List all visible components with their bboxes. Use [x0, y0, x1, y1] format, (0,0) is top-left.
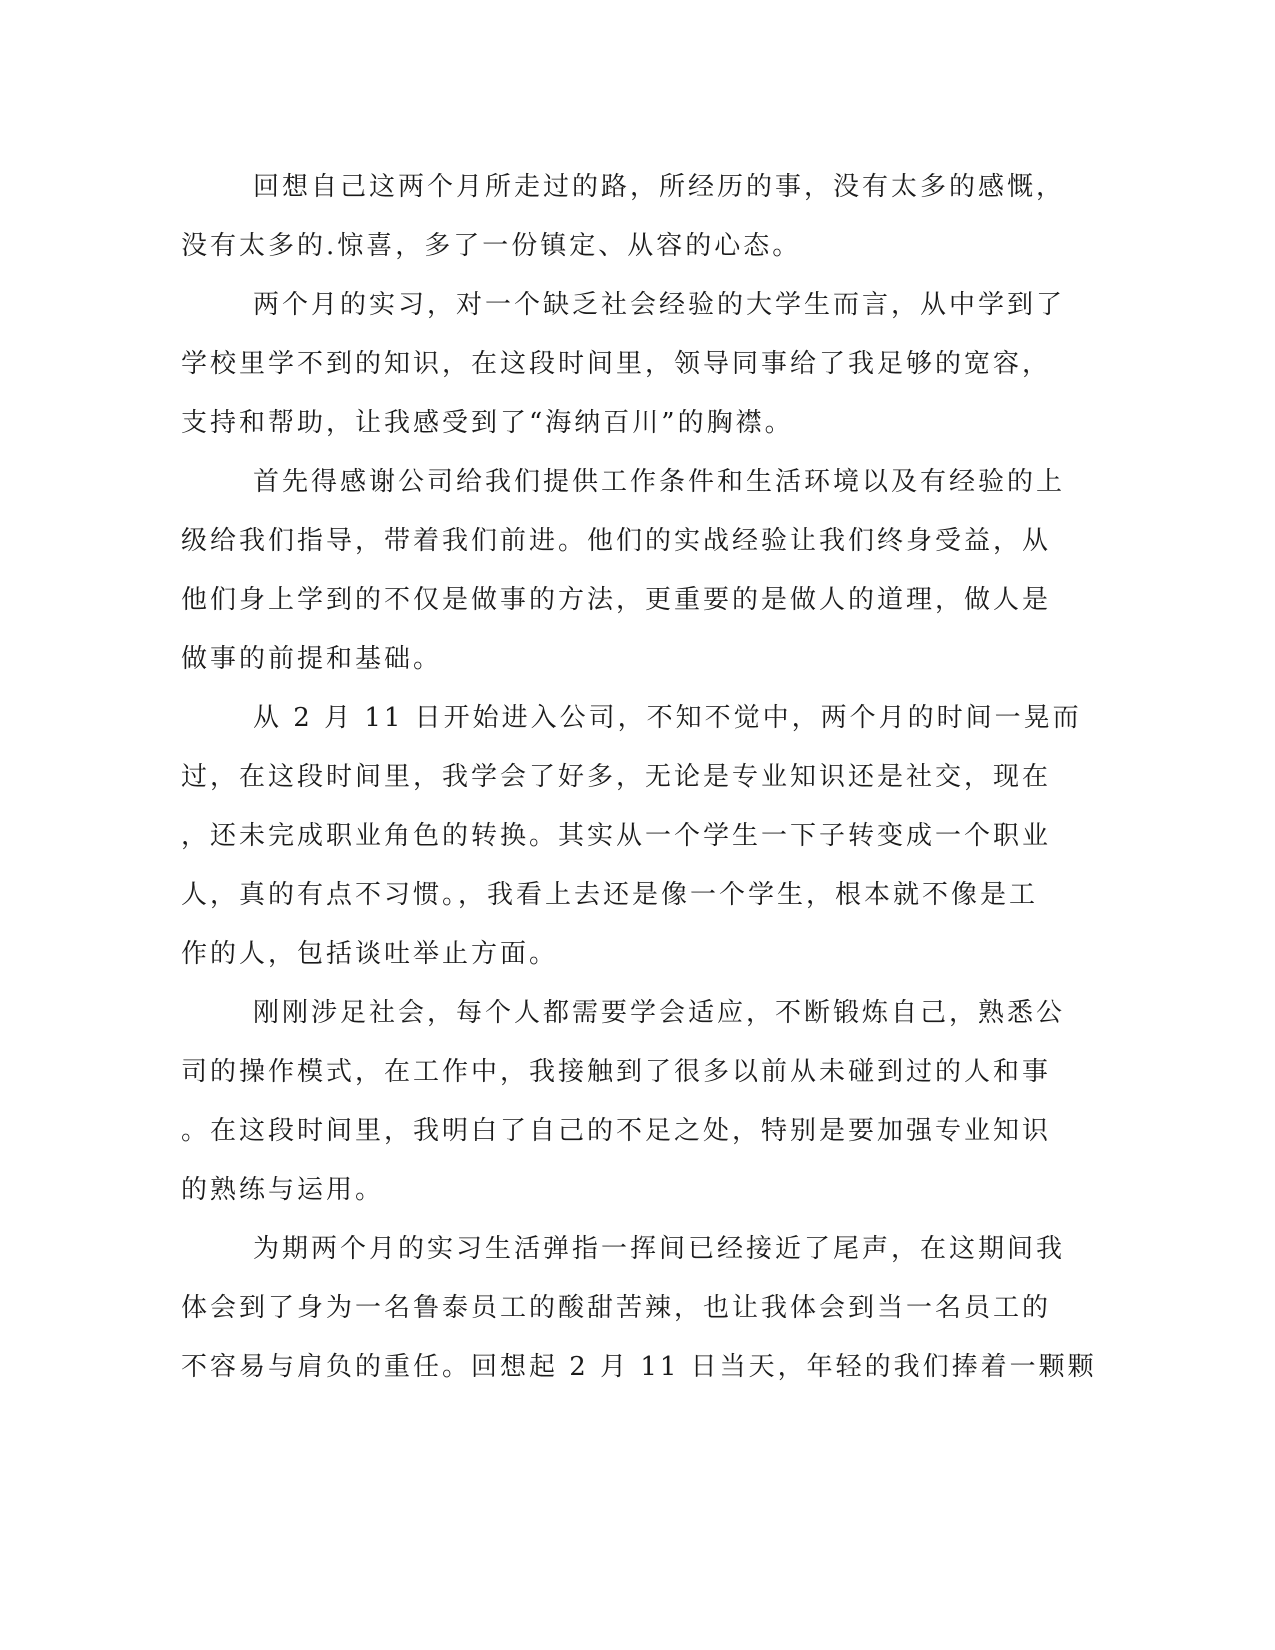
text-line: 他们身上学到的不仅是做事的方法，更重要的是做人的道理，做人是	[181, 585, 1052, 615]
text-line: 两个月的实习，对一个缺乏社会经验的大学生而言，从中学到了	[253, 290, 1066, 320]
body-text	[181, 158, 1097, 1397]
text-line: 没有太多的.惊喜，多了一份镇定、从容的心态。	[181, 231, 802, 261]
text-line: 司的操作模式，在工作中，我接触到了很多以前从未碰到过的人和事	[181, 1057, 1052, 1087]
text-line: 。在这段时间里，我明白了自己的不足之处，特别是要加强专业知识	[181, 1116, 1052, 1146]
text-line: 人，真的有点不习惯。，我看上去还是像一个学生，根本就不像是工	[181, 880, 1039, 910]
text-line: 体会到了身为一名鲁泰员工的酸甜苦辣，也让我体会到当一名员工的	[181, 1293, 1052, 1323]
text-line: 刚刚涉足社会，每个人都需要学会适应，不断锻炼自己，熟悉公	[253, 998, 1066, 1028]
text-line: 从 2 月 11 日开始进入公司，不知不觉中，两个月的时间一晃而	[253, 703, 1082, 733]
text-line: 级给我们指导，带着我们前进。他们的实战经验让我们终身受益，从	[181, 526, 1052, 556]
text-line: 首先得感谢公司给我们提供工作条件和生活环境以及有经验的上	[253, 467, 1066, 497]
text-line: 做事的前提和基础。	[181, 644, 443, 674]
text-line: 过，在这段时间里，我学会了好多，无论是专业知识还是社交，现在	[181, 762, 1052, 792]
text-line: 学校里学不到的知识，在这段时间里，领导同事给了我足够的宽容，	[181, 349, 1052, 379]
text-line: ，还未完成职业角色的转换。其实从一个学生一下子转变成一个职业	[181, 821, 1052, 851]
text-line: 为期两个月的实习生活弹指一挥间已经接近了尾声，在这期间我	[253, 1234, 1066, 1264]
text-line: 支持和帮助，让我感受到了“海纳百川”的胸襟。	[181, 408, 794, 438]
text-line: 回想自己这两个月所走过的路，所经历的事，没有太多的感慨，	[253, 172, 1066, 202]
text-line: 不容易与肩负的重任。回想起 2 月 11 日当天，年轻的我们捧着一颗颗	[181, 1352, 1097, 1382]
text-line: 的熟练与运用。	[181, 1175, 385, 1205]
text-line: 作的人，包括谈吐举止方面。	[181, 939, 559, 969]
